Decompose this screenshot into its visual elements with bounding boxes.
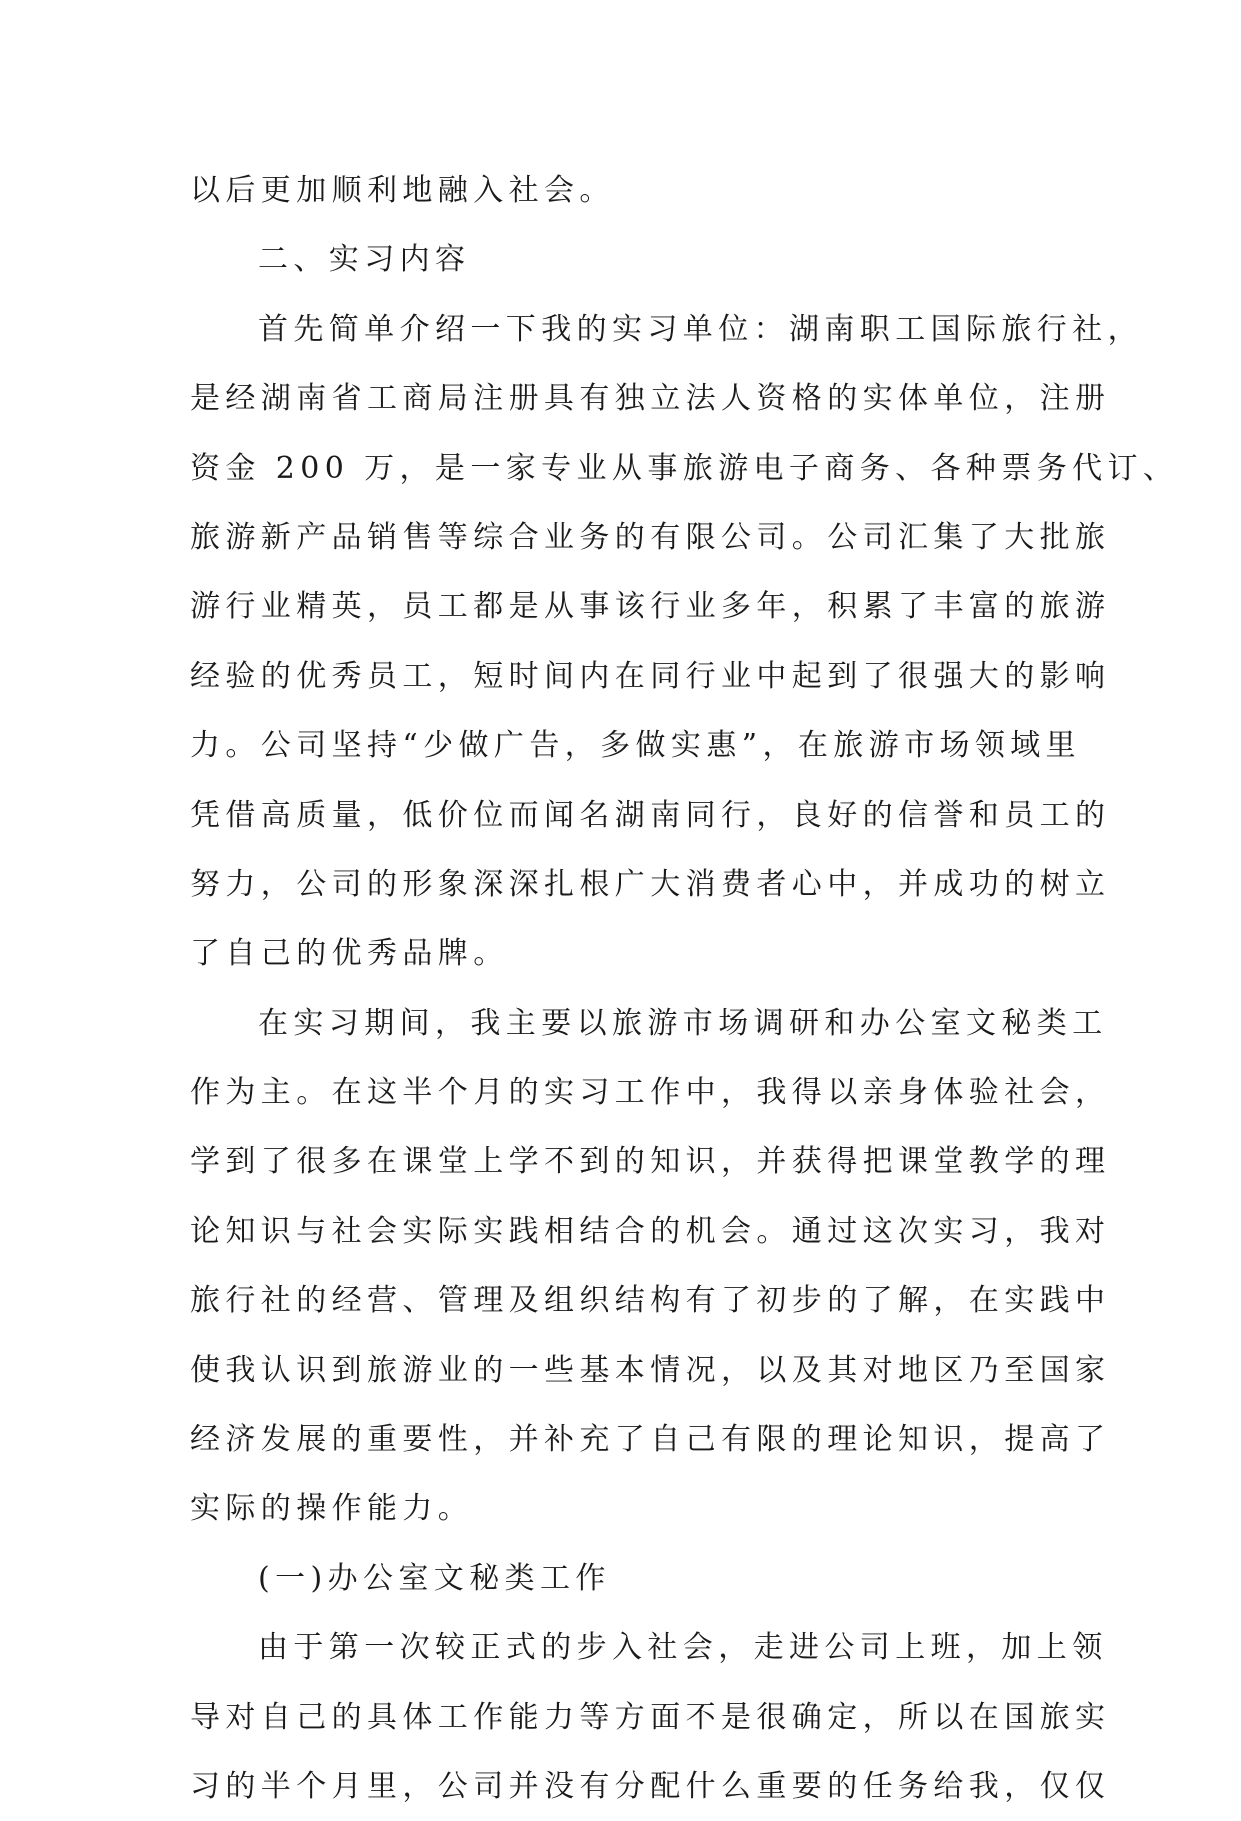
text-line: 旅游新产品销售等综合业务的有限公司。公司汇集了大批旅 [190, 519, 1111, 555]
text-line: 努力，公司的形象深深扎根广大消费者心中，并成功的树立 [190, 866, 1111, 902]
text-line: 经验的优秀员工，短时间内在同行业中起到了很强大的影响 [190, 658, 1111, 694]
text-line: 经济发展的重要性，并补充了自己有限的理论知识，提高了 [190, 1422, 1111, 1458]
text-line: 习的半个月里，公司并没有分配什么重要的任务给我，仅仅 [190, 1768, 1111, 1804]
text-line: 了自己的优秀品牌。 [190, 936, 509, 972]
subsection-heading: (一)办公室文秘类工作 [258, 1560, 611, 1596]
text-line: 由于第一次较正式的步入社会，走进公司上班，加上领 [258, 1630, 1108, 1666]
text-line: 作为主。在这半个月的实习工作中，我得以亲身体验社会， [190, 1075, 1111, 1111]
section-heading: 二、实习内容 [258, 242, 471, 278]
text-line: 学到了很多在课堂上学不到的知识，并获得把课堂教学的理 [190, 1144, 1111, 1180]
text-line: 凭借高质量，低价位而闻名湖南同行，良好的信誉和员工的 [190, 797, 1111, 833]
text-line: 以后更加顺利地融入社会。 [190, 173, 615, 208]
text-line: 是经湖南省工商局注册具有独立法人资格的实体单位，注册 [190, 381, 1111, 417]
text-line: 首先简单介绍一下我的实习单位：湖南职工国际旅行社， [258, 311, 1143, 347]
text-line: 实际的操作能力。 [190, 1491, 474, 1527]
text-line: 在实习期间，我主要以旅游市场调研和办公室文秘类工 [258, 1005, 1108, 1041]
text-line: 资金 200 万，是一家专业从事旅游电子商务、各种票务代订、 [190, 450, 1179, 486]
text-line: 使我认识到旅游业的一些基本情况，以及其对地区乃至国家 [190, 1352, 1111, 1388]
text-line: 论知识与社会实际实践相结合的机会。通过这次实习，我对 [190, 1213, 1111, 1249]
document-body [190, 156, 1179, 1821]
text-line: 导对自己的具体工作能力等方面不是很确定，所以在国旅实 [190, 1699, 1111, 1735]
text-line: 游行业精英，员工都是从事该行业多年，积累了丰富的旅游 [190, 589, 1111, 625]
text-line: 力。公司坚持“少做广告，多做实惠”，在旅游市场领域里 [190, 728, 1082, 764]
text-line: 旅行社的经营、管理及组织结构有了初步的了解，在实践中 [190, 1283, 1111, 1319]
